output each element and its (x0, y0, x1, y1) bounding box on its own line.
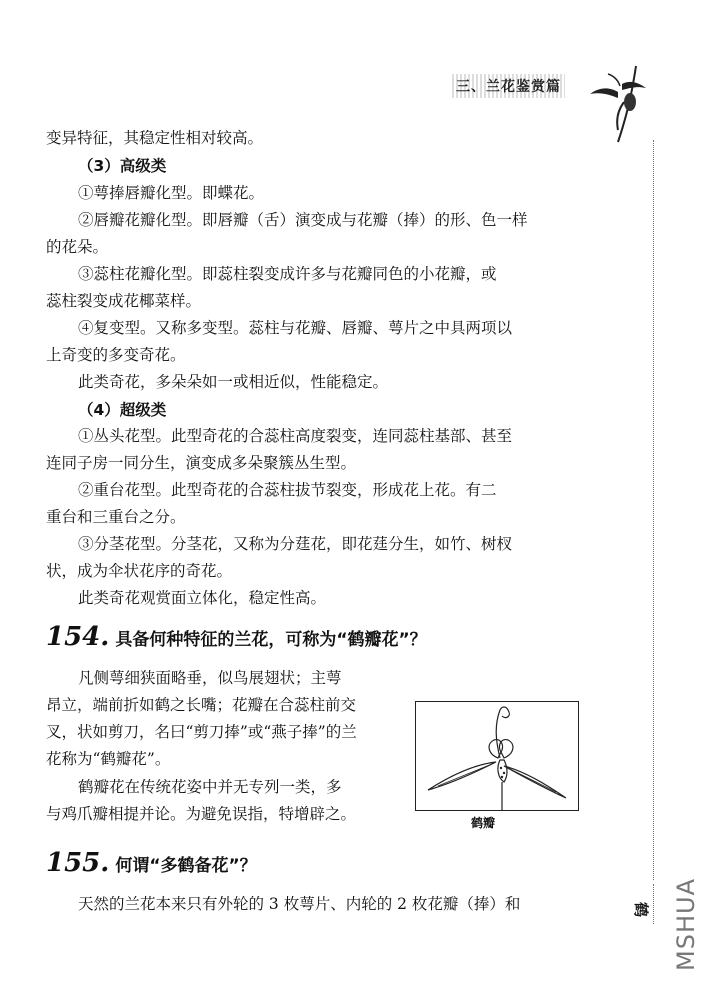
body-line: 此类奇花，多朵朵如一或相近似，性能稳定。 (78, 373, 389, 391)
body-line: 此类奇花观赏面立体化，稳定性高。 (78, 589, 327, 607)
body-line: 连同子房一同分生，演变成多朵聚簇丛生型。 (46, 454, 357, 472)
body-line: 重台和三重台之分。 (46, 508, 186, 526)
question-number: 154. (46, 622, 110, 652)
body-line: 与鸡爪瓣相提并论。为避免误指，特增辟之。 (46, 805, 357, 823)
body-line: 变异特征，其稳定性相对较高。 (46, 129, 264, 147)
question-title: 具备何种特征的兰花，可称为“鹤瓣花”？ (115, 630, 427, 650)
crane-petal-flower-icon (416, 702, 578, 810)
question-155-heading (46, 848, 257, 878)
watermark: MSHUA (672, 878, 700, 971)
body-line: 花称为“鹤瓣花”。 (46, 750, 171, 768)
body-line: ①萼捧唇瓣化型。即蝶花。 (78, 184, 265, 202)
figure-caption: 鹤瓣 (471, 816, 496, 830)
body-line: 凡侧萼细狭面略垂，似鸟展翅状；主萼 (78, 669, 342, 687)
body-line: ③分茎花型。分茎花，又称为分莛花，即花莛分生，如竹、树杈 (78, 535, 513, 553)
body-line: 天然的兰花本来只有外轮的 3 枚萼片、内轮的 2 枚花瓣（捧）和 (78, 895, 521, 913)
question-title: 何谓“多鹤备花”？ (115, 856, 257, 876)
body-line: ②重台花型。此型奇花的合蕊柱拔节裂变，形成花上花。有二 (78, 481, 497, 499)
body-line: 叉，状如剪刀，名曰“剪刀捧”或“燕子捧”的兰 (46, 723, 357, 741)
body-line: ②唇瓣花瓣化型。即唇瓣（舌）演变成与花瓣（捧）的形、色一样 (78, 211, 528, 229)
orchid-decoration-icon (588, 62, 648, 152)
question-number: 155. (46, 848, 110, 878)
body-line: ①丛头花型。此型奇花的合蕊柱高度裂变，连同蕊柱基部、甚至 (78, 427, 513, 445)
side-tab-mark: 鹤 (632, 902, 650, 918)
body-line: ④复变型。又称多变型。蕊柱与花瓣、唇瓣、萼片之中具两项以 (78, 319, 513, 337)
margin-dotted-rule (653, 140, 654, 880)
question-154-heading (46, 622, 427, 652)
body-line: 昂立，端前折如鹤之长嘴；花瓣在合蕊柱前交 (46, 696, 357, 714)
running-header: 三、兰花鉴赏篇 (452, 74, 565, 98)
subheading-super: （4）超级类 (78, 401, 167, 419)
body-line: ③蕊柱花瓣化型。即蕊柱裂变成许多与花瓣同色的小花瓣，或 (78, 265, 497, 283)
body-line: 鹤瓣花在传统花姿中并无专列一类，多 (78, 778, 342, 796)
body-line: 蕊柱裂变成花椰菜样。 (46, 292, 202, 310)
subheading-advanced: （3）高级类 (78, 157, 167, 175)
body-line: 上奇变的多变奇花。 (46, 346, 186, 364)
body-line: 的花朵。 (46, 238, 109, 256)
crane-petal-illustration (415, 701, 579, 811)
body-line: 状，成为伞状花序的奇花。 (46, 562, 233, 580)
margin-dotted-rule-lower (653, 884, 654, 924)
